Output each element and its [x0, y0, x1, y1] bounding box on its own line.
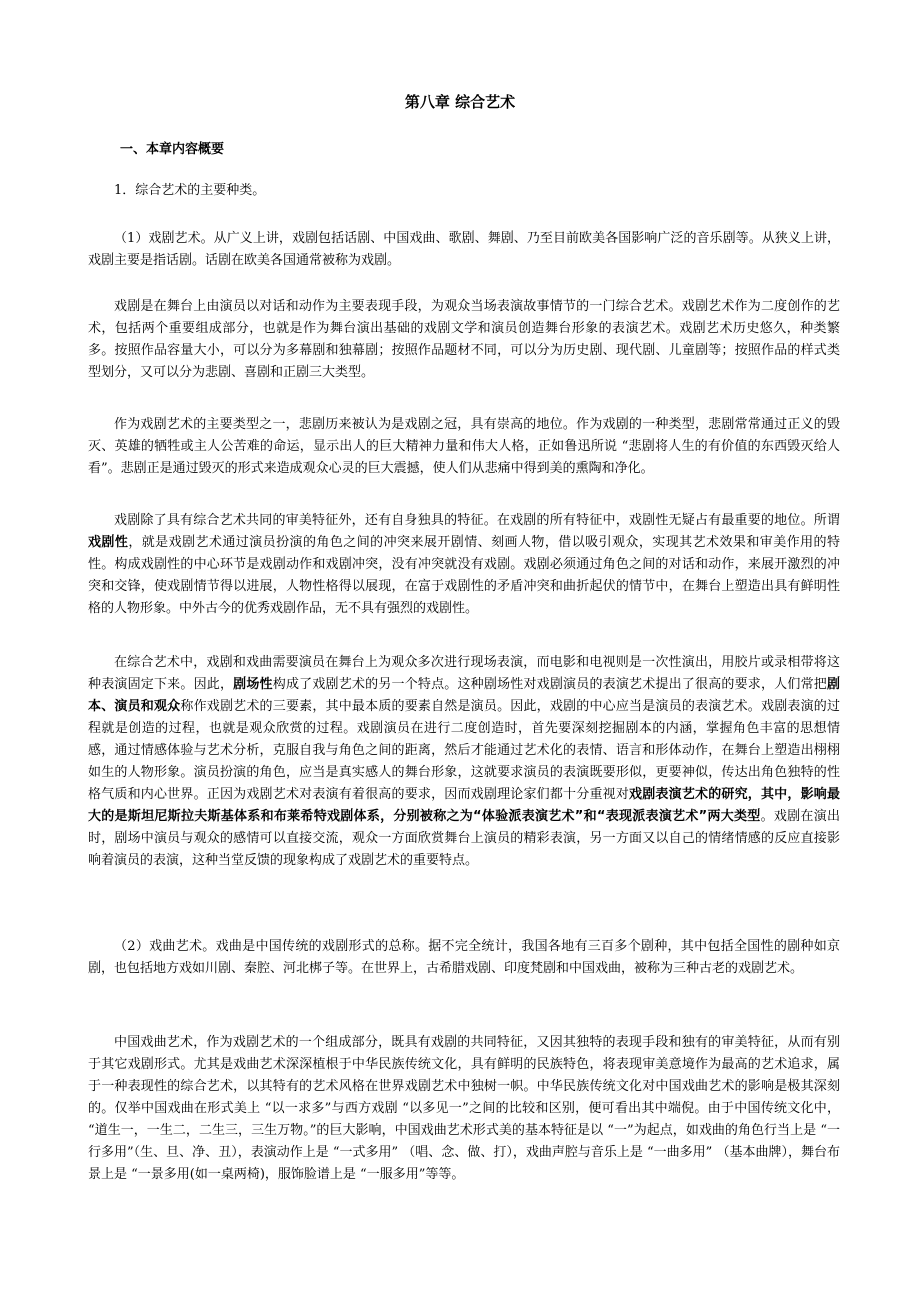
- list-item-1: 1．综合艺术的主要种类。: [114, 183, 266, 198]
- paragraph-xiqu-art: 中国戏曲艺术，作为戏剧艺术的一个组成部分，既具有戏剧的共同特征，又因其独特的表现手段和独有的审美特征，从而有别于其它戏剧形式。尤其是戏曲艺术深深植根于中华民族传统文化，具有鲜明的民族特色，将表现审美意境作为最高的艺术追求，属于一种表现性的综合艺术，以其特有的艺术风格在世界戏剧艺术中独树一帜。中华民族传统文化对中国戏曲艺术的影响是极其深刻的。仅举中国戏曲在形式美上 “以一求多”与西方戏剧 “以多见一”之间的比较和区别，便可看出其中端倪。由于中国传统文化中， “道生一，一生二，二生三，三生万物。”的巨大影响，中国戏曲艺术形式美的基本特征是以 “一”为起点，如戏曲的角色行当上是 “一行多用”（生、旦、净、丑），表演动作上是 “一式多用” （唱、念、做、打），戏曲声腔与音乐上是 “一曲多用” （基本曲牌），舞台布景上是 “一景多用(如一桌两椅)，服饰脸谱上是 “一服多用”等等。: [88, 1035, 840, 1182]
- paragraph-theatricality: [88, 652, 840, 872]
- paragraph-drama-definition: 戏剧是在舞台上由演员以对话和动作为主要表现手段，为观众当场表演故事情节的一门综合艺术。戏剧艺术作为二度创作的艺术，包括两个重要组成部分，也就是作为舞台演出基础的戏剧文学和演员创造舞台形象的表演艺术。戏剧艺术历史悠久，种类繁多。按照作品容量大小，可以分为多幕剧和独幕剧；按照作品题材不同，可以分为历史剧、现代剧、儿童剧等；按照作品的样式类型划分，又可以分为悲剧、喜剧和正剧三大类型。: [88, 299, 840, 380]
- text-run: 戏剧除了具有综合艺术共同的审美特征外，还有自身独具的特征。在戏剧的所有特征中，戏剧性无疑占有最重要的地位。所谓: [114, 513, 840, 528]
- bold-term-dramatic: 戏剧性: [88, 535, 129, 550]
- section-heading: 一、本章内容概要: [120, 142, 225, 157]
- text-run: 构成了戏剧艺术的另一个特点。这种剧场性对戏剧演员的表演艺术提出了很高的要求，人们常把: [272, 677, 827, 692]
- bold-term-theatricality: 剧场性: [233, 677, 273, 692]
- paragraph-xiqu-intro: （2）戏曲艺术。戏曲是中国传统的戏剧形式的总称。据不完全统计，我国各地有三百多个剧种，其中包括全国性的剧种如京剧，也包括地方戏如川剧、秦腔、河北梆子等。在世界上，古希腊戏剧、印度梵剧和中国戏曲，被称为三种古老的戏剧艺术。: [88, 939, 840, 976]
- bold-term-three-elements: 剧本、演员和观众: [88, 677, 840, 714]
- bold-term-acting-systems: 戏剧表演艺术的研究，其中，影响最大的是斯坦尼斯拉夫斯基体系和布莱希特戏剧体系，分别被称之为“体验派表演艺术”和“表现派表演艺术”两大类型: [88, 787, 840, 824]
- paragraph-drama-intro: （1）戏剧艺术。从广义上讲，戏剧包括话剧、中国戏曲、歌剧、舞剧、乃至目前欧美各国影响广泛的音乐剧等。从狭义上讲，戏剧主要是指话剧。话剧在欧美各国通常被称为戏剧。: [88, 231, 840, 268]
- paragraph-tragedy: 作为戏剧艺术的主要类型之一，悲剧历来被认为是戏剧之冠，具有崇高的地位。作为戏剧的一种类型，悲剧常常通过正义的毁灭、英雄的牺牲或主人公苦难的命运，显示出人的巨大精神力量和伟大人格，正如鲁迅所说 “悲剧将人生的有价值的东西毁灭给人看”。悲剧正是通过毁灭的形式来造成观众心灵的巨大震撼，使人们从悲痛中得到美的熏陶和净化。: [88, 417, 840, 476]
- text-run: ，就是戏剧艺术通过演员扮演的角色之间的冲突来展开剧情、刻画人物，借以吸引观众，实现其艺术效果和审美作用的特性。构成戏剧性的中心环节是戏剧动作和戏剧冲突，没有冲突就没有戏剧。戏剧必须通过角色之间的对话和动作，来展开激烈的冲突和交锋，使戏剧情节得以进展，人物性格得以展现，在富于戏剧性的矛盾冲突和曲折起伏的情节中，在舞台上塑造出具有鲜明性格的人物形象。中外古今的优秀戏剧作品，无不具有强烈的戏剧性。: [88, 535, 840, 616]
- text-run: 。戏剧在演出时，剧场中演员与观众的感情可以直接交流，观众一方面欣赏舞台上演员的精彩表演，另一方面又以自己的情绪情感的反应直接影响着演员的表演，这种当堂反馈的现象构成了戏剧艺术的重要特点。: [88, 809, 840, 868]
- chapter-title: 第八章 综合艺术: [404, 93, 516, 111]
- text-run: 称作戏剧艺术的三要素，其中最本质的要素自然是演员。因此，戏剧的中心应当是演员的表演艺术。戏剧表演的过程就是创造的过程，也就是观众欣赏的过程。戏剧演员在进行二度创造时，首先要深刻挖掘剧本的内涵，掌握角色丰富的思想情感，通过情感体验与艺术分析，克服自我与角色之间的距离，然后才能通过艺术化的表情、语言和形体动作，在舞台上塑造出栩栩如生的人物形象。演员扮演的角色，应当是真实感人的舞台形象，这就要求演员的表演既要形似，更要神似，传达出角色独特的性格气质和内心世界。正因为戏剧艺术对表演有着很高的要求，因而戏剧理论家们都十分重视对: [88, 699, 840, 802]
- paragraph-dramatic-quality: [88, 510, 840, 620]
- text-run: 在综合艺术中，戏剧和戏曲需要演员在舞台上为观众多次进行现场表演，而电影和电视则是一次性演出，用胶片或录相带将这种表演固定下来。因此，: [88, 655, 840, 692]
